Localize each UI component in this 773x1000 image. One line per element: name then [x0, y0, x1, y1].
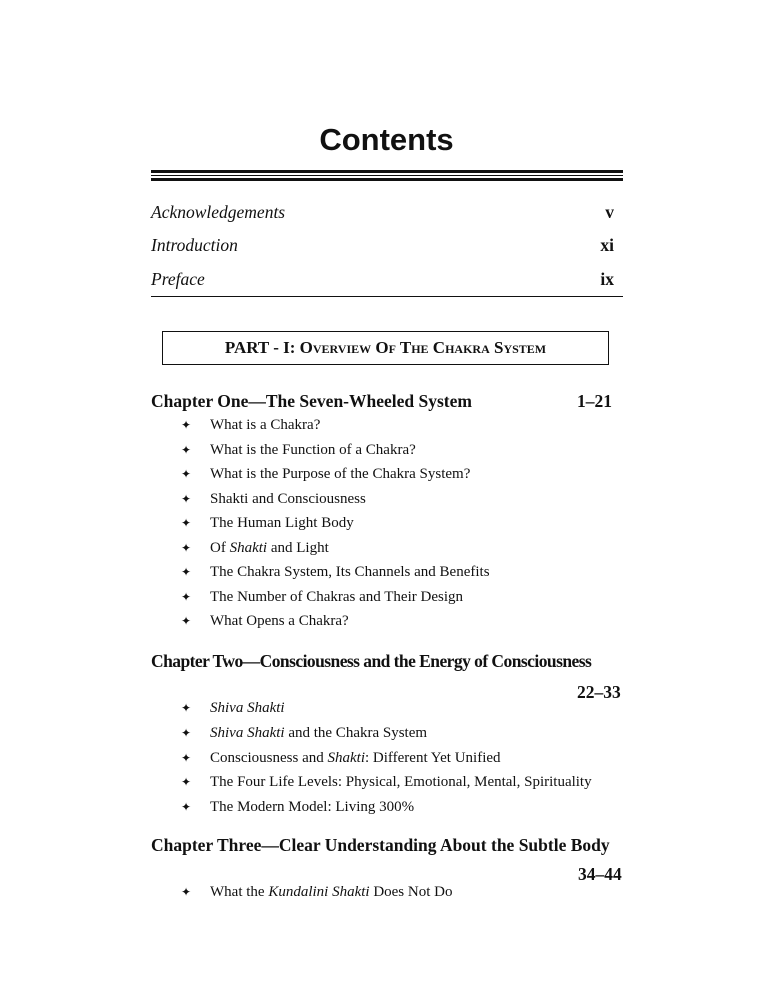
toc-entry-preface[interactable] [151, 268, 614, 290]
chapter-title-two[interactable]: Chapter Two—Consciousness and the Energy of Consciousness [151, 651, 592, 671]
toc-subentry[interactable] [181, 882, 452, 902]
toc-subentry[interactable] [181, 538, 329, 558]
part-heading-prefix: PART - I: [224, 338, 300, 357]
toc-subentry-text: What Opens a Chakra? [210, 613, 349, 629]
toc-subentry[interactable] [181, 748, 501, 768]
toc-subentry-text: The Modern Model: Living 300% [210, 799, 415, 816]
toc-subentry-text: Does Not Do [369, 884, 453, 900]
toc-subentry-text: and the Chakra System [284, 724, 428, 741]
star-bullet-icon: ✦ [181, 589, 192, 604]
star-bullet-icon: ✦ [181, 701, 192, 715]
chapter-pages-three: 34–44 [578, 864, 622, 884]
toc-subentry[interactable] [181, 772, 592, 792]
toc-subentry-text: What is a Chakra? [210, 417, 321, 433]
toc-subentry-text: Shiva Shakti [210, 724, 285, 741]
part-heading [162, 331, 609, 365]
star-bullet-icon: ✦ [181, 540, 192, 555]
star-bullet-icon: ✦ [181, 516, 192, 530]
toc-subentry-text: What the [210, 884, 269, 900]
toc-subentry-text: Shakti and Consciousness [210, 490, 366, 507]
toc-subentry-text: The Number of Chakras and Their Design [210, 588, 463, 605]
toc-entry-label: Introduction [151, 235, 238, 255]
toc-entry-page: xi [600, 235, 614, 255]
toc-entry-acknowledgements[interactable] [151, 201, 614, 223]
star-bullet-icon: ✦ [181, 885, 192, 899]
toc-entry-label: Acknowledgements [151, 202, 286, 222]
toc-subentry-text: : Different Yet Unified [365, 749, 501, 766]
toc-entry-page: v [605, 202, 614, 222]
page-title: Contents [319, 122, 454, 157]
toc-subentry[interactable] [181, 489, 366, 509]
toc-subentry[interactable] [181, 415, 320, 435]
toc-subentry[interactable] [181, 611, 349, 631]
toc-subentry-text: The Four Life Levels: Physical, Emotional, Mental, Spirituality [210, 774, 592, 791]
chapter-pages-two: 22–33 [577, 682, 621, 702]
front-matter-rule [151, 296, 623, 297]
star-bullet-icon: ✦ [181, 565, 192, 579]
toc-subentry[interactable] [181, 723, 427, 743]
star-bullet-icon: ✦ [181, 614, 192, 628]
toc-entry-introduction[interactable] [151, 234, 614, 256]
toc-subentry-text: Of [210, 539, 230, 556]
star-bullet-icon: ✦ [181, 775, 192, 790]
star-bullet-icon: ✦ [181, 725, 192, 740]
toc-subentry-text: What is the Purpose of the Chakra System? [210, 466, 471, 482]
toc-subentry[interactable] [181, 513, 354, 533]
toc-subentry-text: and Light [267, 539, 329, 556]
toc-subentry-text: Consciousness and [210, 749, 328, 766]
toc-subentry[interactable] [181, 587, 463, 607]
toc-subentry-text: The Human Light Body [210, 515, 354, 531]
part-heading-name: Overview Of The Chakra System [299, 338, 547, 357]
toc-subentry[interactable] [181, 464, 470, 484]
chapter-pages-one: 1–21 [577, 391, 612, 411]
toc-subentry[interactable] [181, 440, 416, 460]
toc-entry-page: ix [600, 269, 614, 289]
star-bullet-icon: ✦ [181, 491, 192, 506]
toc-subentry[interactable] [181, 698, 285, 718]
star-bullet-icon: ✦ [181, 800, 192, 815]
toc-subentry-text: The Chakra System, Its Channels and Benefits [210, 564, 490, 580]
toc-subentry-text: Shakti [327, 749, 365, 766]
chapter-title-one[interactable]: Chapter One—The Seven-Wheeled System [151, 391, 472, 411]
star-bullet-icon: ✦ [181, 467, 192, 481]
toc-subentry-text: Shiva Shakti [210, 700, 285, 716]
title-rule-top [151, 170, 623, 173]
toc-subentry-text: What is the Function of a Chakra? [210, 441, 416, 458]
star-bullet-icon: ✦ [181, 418, 192, 432]
chapter-title-three[interactable]: Chapter Three—Clear Understanding About the Subtle Body [151, 835, 610, 855]
toc-subentry-text: Shakti [229, 539, 268, 556]
toc-entry-label: Preface [151, 269, 205, 289]
toc-subentry-text: Kundalini Shakti [268, 884, 370, 900]
title-rule-bottom [151, 178, 623, 181]
star-bullet-icon: ✦ [181, 750, 192, 765]
star-bullet-icon: ✦ [181, 442, 192, 457]
title-rule-mid [151, 175, 623, 176]
toc-subentry[interactable] [181, 562, 490, 582]
toc-subentry[interactable] [181, 797, 414, 817]
